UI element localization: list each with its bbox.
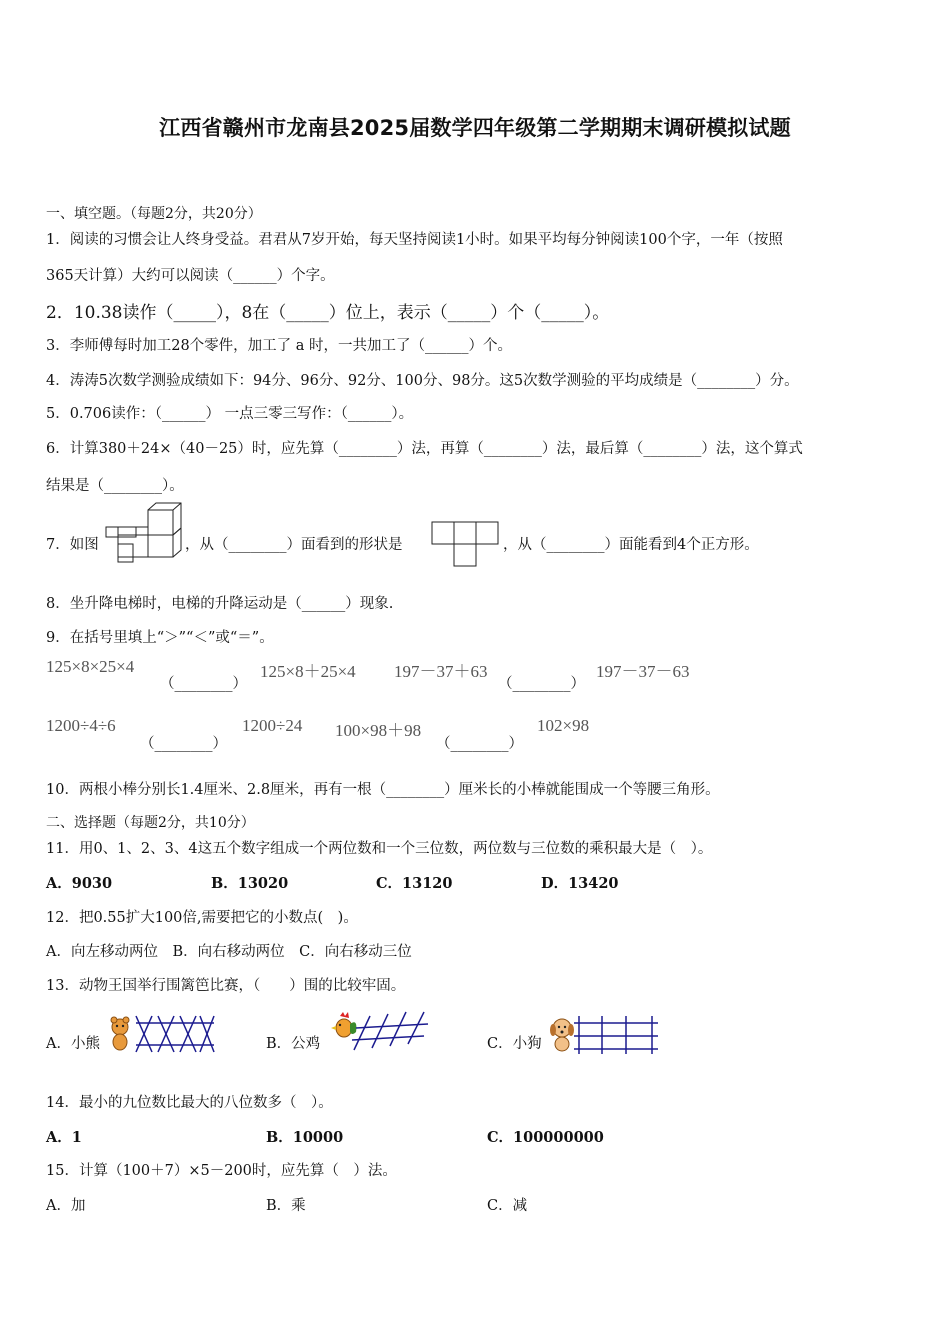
q12-options[interactable]: A．向左移动两位 B．向右移动两位 C．向右移动三位 xyxy=(46,944,412,960)
question-10: 10．两根小棒分别长1.4厘米、2.8厘米，再有一根（________）厘米长的小棒就能围成一个等腰三角形。 xyxy=(46,782,720,798)
question-7-part-3: ，从（________）面能看到4个正方形。 xyxy=(503,537,759,553)
section-2-heading: 二、选择题（每题2分，共10分） xyxy=(46,815,255,831)
slanted-fence xyxy=(352,1012,428,1050)
compare-expr-2: 125×8＋25×4 xyxy=(260,662,356,681)
q14-option-a[interactable]: A．1 xyxy=(46,1129,82,1146)
q11-option-c[interactable]: C．13120 xyxy=(376,875,453,892)
question-14: 14．最小的九位数比最大的八位数多（ ）。 xyxy=(46,1095,333,1111)
view-shape-figure xyxy=(432,522,500,568)
question-7-part-2: ，从（________）面看到的形状是 xyxy=(185,537,403,553)
question-9: 9．在括号里填上“＞”“＜”或“＝”。 xyxy=(46,630,274,646)
question-6-line-1: 6．计算380＋24×（40－25）时，应先算（________）法，再算（________）法，最后算（________）法，这个算式 xyxy=(46,441,803,457)
question-2: 2．10.38读作（_____），8在（_____）位上，表示（_____）个（_____）。 xyxy=(46,303,610,323)
question-8: 8．坐升降电梯时，电梯的升降运动是（______）现象. xyxy=(46,596,394,612)
question-1-line-2: 365天计算）大约可以阅读（______）个字。 xyxy=(46,268,335,284)
section-1-heading: 一、填空题。（每题2分，共20分） xyxy=(46,206,262,222)
question-1-line-1: 1．阅读的习惯会让人终身受益。君君从7岁开始，每天坚持阅读1小时。如果平均每分钟阅读100个字，一年（按照 xyxy=(46,232,783,248)
q11-option-b[interactable]: B．13020 xyxy=(211,875,289,892)
q13-option-c[interactable]: C．小狗 xyxy=(487,1036,542,1052)
q11-option-d[interactable]: D．13420 xyxy=(541,875,619,892)
compare-blank-4[interactable]: （________） xyxy=(436,736,523,752)
compare-expr-8: 102×98 xyxy=(537,716,590,735)
question-4: 4．涛涛5次数学测验成绩如下：94分、96分、92分、100分、98分。这5次数学测验的平均成绩是（________）分。 xyxy=(46,373,799,389)
compare-expr-3: 197－37＋63 xyxy=(394,662,488,681)
compare-blank-1[interactable]: （________） xyxy=(160,676,247,692)
question-11: 11．用0、1、2、3、4这五个数字组成一个两位数和一个三位数，两位数与三位数的乘积最大是（ ）。 xyxy=(46,841,713,857)
q15-option-a[interactable]: A．加 xyxy=(46,1198,86,1214)
q15-option-b[interactable]: B．乘 xyxy=(266,1198,306,1214)
q13-option-b[interactable]: B．公鸡 xyxy=(266,1036,321,1052)
compare-expr-1: 125×8×25×4 xyxy=(46,657,135,676)
q11-option-a[interactable]: A．9030 xyxy=(46,875,113,892)
q14-option-c[interactable]: C．100000000 xyxy=(487,1129,604,1146)
compare-blank-3[interactable]: （________） xyxy=(140,736,227,752)
q14-option-b[interactable]: B．10000 xyxy=(266,1129,344,1146)
question-13: 13．动物王国举行围篱笆比赛，（ ）围的比较牢固。 xyxy=(46,978,406,994)
question-3: 3．李师傅每时加工28个零件，加工了 a 时，一共加工了（______）个。 xyxy=(46,338,513,354)
q15-option-c[interactable]: C．减 xyxy=(487,1198,528,1214)
compare-expr-4: 197－37－63 xyxy=(596,662,690,681)
grid-fence xyxy=(574,1016,658,1054)
rooster-icon xyxy=(331,1012,356,1037)
page-title: 江西省赣州市龙南县2025届数学四年级第二学期期末调研模拟试题 xyxy=(159,116,791,140)
q13-option-a[interactable]: A．小熊 xyxy=(46,1036,100,1052)
question-15: 15．计算（100＋7）×5－200时，应先算（ ）法。 xyxy=(46,1163,397,1179)
question-12: 12．把0.55扩大100倍,需要把它的小数点( )。 xyxy=(46,910,358,926)
question-5: 5．0.706读作：（______） 一点三零三写作：（______）。 xyxy=(46,406,414,422)
question-7-part-1: 7．如图 xyxy=(46,537,99,553)
cube-stack-figure xyxy=(100,500,190,562)
bear-fence-icon xyxy=(106,1014,218,1056)
dog-icon xyxy=(550,1019,574,1051)
question-6-line-2: 结果是（________）。 xyxy=(46,478,184,494)
bear-icon xyxy=(111,1017,129,1050)
rooster-fence-icon xyxy=(330,1010,430,1052)
compare-blank-2[interactable]: （________） xyxy=(498,676,585,692)
compare-expr-7: 100×98＋98 xyxy=(335,721,422,740)
compare-expr-5: 1200÷4÷6 xyxy=(46,716,116,735)
crossed-fence xyxy=(136,1016,214,1052)
dog-fence-icon xyxy=(548,1014,660,1056)
compare-expr-6: 1200÷24 xyxy=(242,716,303,735)
